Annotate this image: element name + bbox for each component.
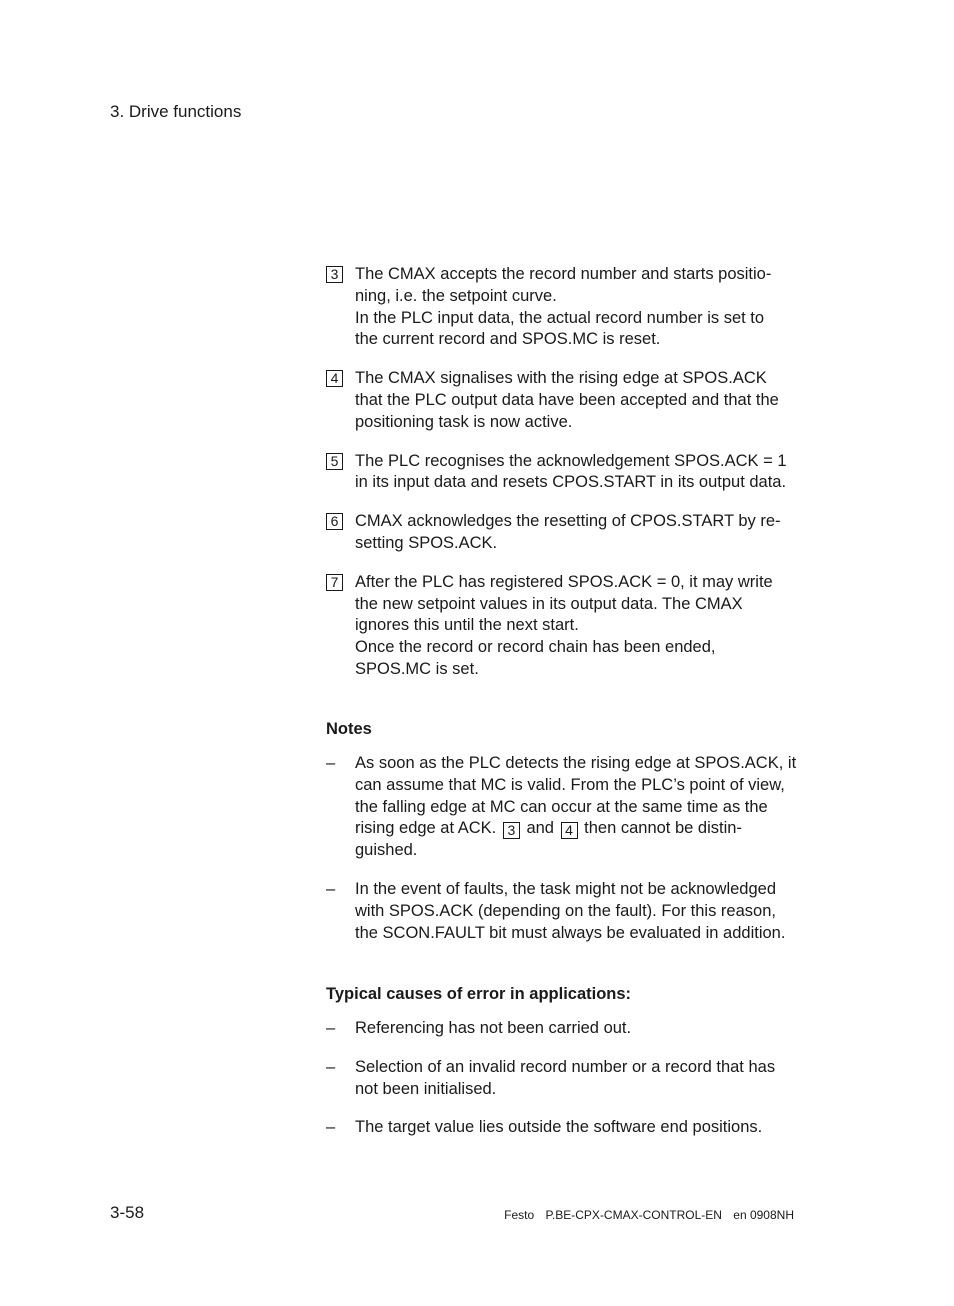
dash-bullet: – <box>326 1057 336 1076</box>
step-number-box: 6 <box>326 513 343 530</box>
step-number-box: 3 <box>326 266 343 283</box>
item-line: not been initialised. <box>355 1079 497 1098</box>
step-line: After the PLC has registered SPOS.ACK = 0, it may write <box>355 572 773 591</box>
footer-doc-info <box>504 1208 794 1222</box>
footer-brand: Festo <box>504 1208 535 1222</box>
step-line: SPOS.MC is set. <box>355 659 479 678</box>
notes-heading: Notes <box>326 720 372 738</box>
step-line: the new setpoint values in its output data. The CMAX <box>355 594 743 613</box>
step-ref-box: 3 <box>503 822 520 839</box>
dash-bullet: – <box>326 1118 336 1137</box>
step-4 <box>326 368 806 433</box>
step-5 <box>326 451 806 495</box>
step-number-box: 7 <box>326 574 343 591</box>
list-item <box>326 753 806 862</box>
item-text: and <box>526 819 554 838</box>
step-line: positioning task is now active. <box>355 412 573 431</box>
item-line <box>355 818 806 840</box>
step-line: The CMAX accepts the record number and starts positio- <box>355 265 772 283</box>
item-line: the falling edge at MC can occur at the same time as the <box>355 797 768 816</box>
footer-edition: en 0908NH <box>733 1208 794 1222</box>
step-line: In the PLC input data, the actual record number is set to <box>355 308 765 327</box>
step-number-box: 5 <box>326 453 343 470</box>
list-item <box>326 1018 806 1040</box>
step-line: setting SPOS.ACK. <box>355 533 498 552</box>
notes-list <box>326 753 806 944</box>
step-3 <box>326 264 806 351</box>
item-text: then cannot be distin- <box>584 819 742 838</box>
causes-heading: Typical causes of error in applications: <box>326 985 632 1003</box>
item-line: The target value lies outside the software end positions. <box>355 1118 763 1137</box>
step-7 <box>326 572 806 681</box>
item-line: In the event of faults, the task might not be acknowledged <box>355 879 777 898</box>
step-line: The CMAX signalises with the rising edge at SPOS.ACK <box>355 369 767 388</box>
step-list <box>326 264 806 681</box>
list-item <box>326 879 806 944</box>
step-line: the current record and SPOS.MC is reset. <box>355 330 661 349</box>
step-line: CMAX acknowledges the resetting of CPOS.START by re- <box>355 512 781 531</box>
item-line: As soon as the PLC detects the rising edge at SPOS.ACK, it <box>355 754 797 772</box>
dash-bullet: – <box>326 1019 336 1037</box>
dash-bullet: – <box>326 754 336 772</box>
item-line: with SPOS.ACK (depending on the fault). For this reason, <box>355 901 776 920</box>
step-number-box: 4 <box>326 370 343 387</box>
footer-doc-id: P.BE-CPX-CMAX-CONTROL-EN <box>545 1208 722 1222</box>
page-number: 3-58 <box>110 1203 145 1222</box>
list-item <box>326 1117 806 1139</box>
chapter-header: 3. Drive functions <box>110 102 242 121</box>
step-line: in its input data and resets CPOS.START in its output data. <box>355 473 787 492</box>
step-line: ignores this until the next start. <box>355 616 579 635</box>
step-6 <box>326 511 806 555</box>
step-line: ning, i.e. the setpoint curve. <box>355 286 557 305</box>
item-line: the SCON.FAULT bit must always be evaluated in addition. <box>355 923 786 942</box>
item-line: Referencing has not been carried out. <box>355 1019 632 1037</box>
item-text: rising edge at ACK. <box>355 819 497 838</box>
dash-bullet: – <box>326 879 336 898</box>
item-line: can assume that MC is valid. From the PLC’s point of view, <box>355 775 785 794</box>
list-item <box>326 1057 806 1101</box>
step-line: that the PLC output data have been accepted and that the <box>355 390 779 409</box>
step-line: Once the record or record chain has been ended, <box>355 638 716 657</box>
step-line: The PLC recognises the acknowledgement SPOS.ACK = 1 <box>355 451 787 470</box>
step-ref-box: 4 <box>561 822 578 839</box>
causes-list <box>326 1018 806 1139</box>
item-line: guished. <box>355 841 418 860</box>
item-line: Selection of an invalid record number or a record that has <box>355 1057 776 1076</box>
